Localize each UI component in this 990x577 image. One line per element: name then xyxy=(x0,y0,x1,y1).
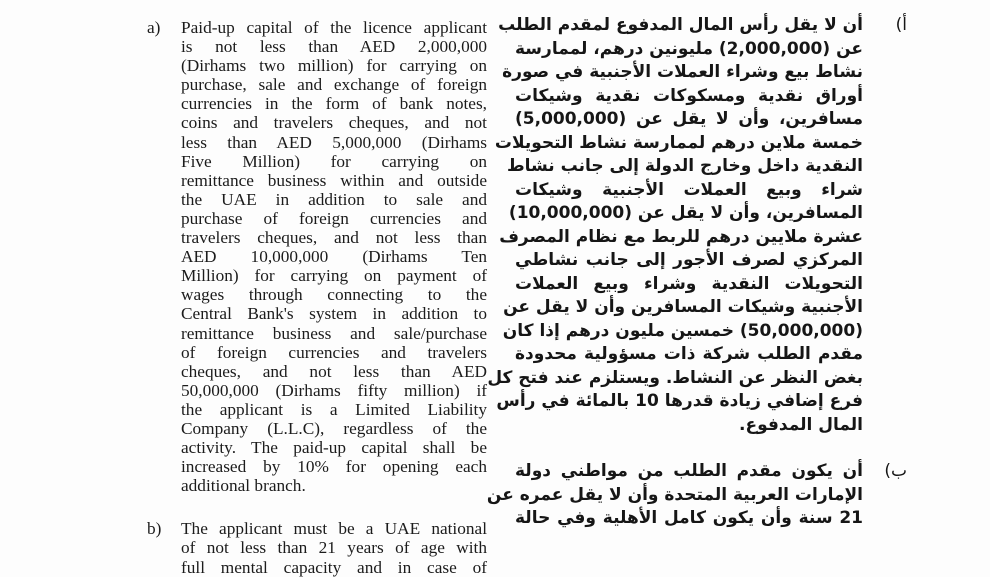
text-line: عن (2,000,000) مليونين درهم، لممارسة xyxy=(515,38,863,59)
clause-a-arabic xyxy=(487,14,907,437)
text-line: عشرة ملايين درهم للربط مع نظام المصرف xyxy=(499,226,863,247)
text-line: (50,000,000) خمسين مليون درهم إذا كان xyxy=(502,320,863,341)
text-line: النقدية داخل وخارج الدولة إلى جانب نشاط xyxy=(506,156,863,176)
text-line: of foreign currencies and travelers xyxy=(181,342,487,362)
text-line: نشاط بيع وشراء العملات الأجنبية في صورة xyxy=(502,62,863,82)
clause-a-english-text xyxy=(181,18,487,495)
text-line: coins and travelers cheques, and not xyxy=(181,113,487,133)
text-line: currencies in the form of bank notes, xyxy=(181,94,487,114)
text-line: المركزي لصرف الأجور إلى جانب نشاطي xyxy=(515,250,863,270)
text-line: cheques, and not less than AED xyxy=(181,361,487,381)
text-line: AED 10,000,000 (Dirhams Ten xyxy=(181,247,487,267)
text-line: مسافرين، وأن لا يقل عن (5,000,000) xyxy=(515,109,863,129)
clause-marker: أ) xyxy=(895,15,907,35)
text-line: is not less than AED 2,000,000 xyxy=(181,37,487,57)
clause-b-english xyxy=(147,519,487,576)
text-line: Million) for carrying on payment of xyxy=(181,266,487,286)
clause-marker: b) xyxy=(147,519,162,539)
text-line: أوراق نقدية ومسكوكات نقدية وشيكات xyxy=(515,85,863,106)
text-line: travelers cheques, and not less than xyxy=(181,228,487,248)
clause-marker: ب) xyxy=(884,461,907,481)
text-line: بغض النظر عن النشاط. ويستلزم عند فتح كل xyxy=(487,367,863,388)
text-line: فرع إضافي زيادة قدرها 10 بالمائة في رأس xyxy=(496,391,863,411)
english-column xyxy=(147,18,487,577)
text-line: Five Million) for carrying on xyxy=(181,151,487,171)
text-line: الإمارات العربية المتحدة وأن لا يقل عمره عن xyxy=(486,484,863,505)
text-line: Paid-up capital of the licence applicant xyxy=(181,18,487,37)
clause-a-english xyxy=(147,18,487,495)
text-line: the UAE in addition to sale and xyxy=(181,189,487,209)
text-line: The applicant must be a UAE national xyxy=(181,519,487,539)
text-line: remittance business within and outside xyxy=(181,170,487,190)
text-line: increased by 10% for opening each xyxy=(181,457,487,477)
arabic-column xyxy=(486,14,907,531)
text-line: full mental capacity and in case of xyxy=(181,557,487,577)
text-line: wages through connecting to the xyxy=(181,285,487,305)
text-line: المال المدفوع. xyxy=(739,414,863,435)
clause-a-arabic-text xyxy=(487,14,863,437)
text-line: 21 سنة وأن يكون كامل الأهلية وفي حالة xyxy=(515,508,863,528)
clause-b-arabic-text xyxy=(486,460,863,531)
clause-b-english-text xyxy=(181,519,487,576)
text-line: 50,000,000 (Dirhams fifty million) if xyxy=(181,380,487,400)
text-line: المسافرين، وأن لا يقل عن (10,000,000) xyxy=(508,203,863,223)
clause-b-arabic xyxy=(486,460,907,531)
text-line: شراء وبيع العملات الأجنبية وشيكات xyxy=(515,179,863,200)
text-line: مقدم الطلب شركة ذات مسؤولية محدودة xyxy=(515,344,863,364)
text-line: Company (L.L.C), regardless of the xyxy=(181,418,487,438)
text-line: remittance business and sale/purchase xyxy=(181,323,487,343)
text-line: أن لا يقل رأس المال المدفوع لمقدم الطلب xyxy=(498,15,863,35)
text-line: less than AED 5,000,000 (Dirhams xyxy=(181,132,487,152)
text-line: (Dirhams two million) for carrying on xyxy=(181,56,487,76)
text-line: purchase of foreign currencies and xyxy=(181,208,487,228)
text-line: التحويلات النقدية وشراء وبيع العملات xyxy=(515,273,863,294)
text-line: activity. The paid-up capital shall be xyxy=(181,438,487,458)
text-line: Central Bank's system in addition to xyxy=(181,304,487,324)
text-line: the applicant is a Limited Liability xyxy=(181,399,487,419)
clause-marker: a) xyxy=(147,18,161,37)
text-line: of not less than 21 years of age with xyxy=(181,538,487,558)
text-line: خمسة ملاين درهم لممارسة نشاط التحويلات xyxy=(494,132,863,153)
text-line: أن يكون مقدم الطلب من مواطني دولة xyxy=(515,461,863,481)
text-line: purchase, sale and exchange of foreign xyxy=(181,75,487,95)
text-line: الأجنبية وشيكات المسافرين وأن لا يقل عن xyxy=(503,297,863,317)
text-line: additional branch. xyxy=(181,476,306,496)
